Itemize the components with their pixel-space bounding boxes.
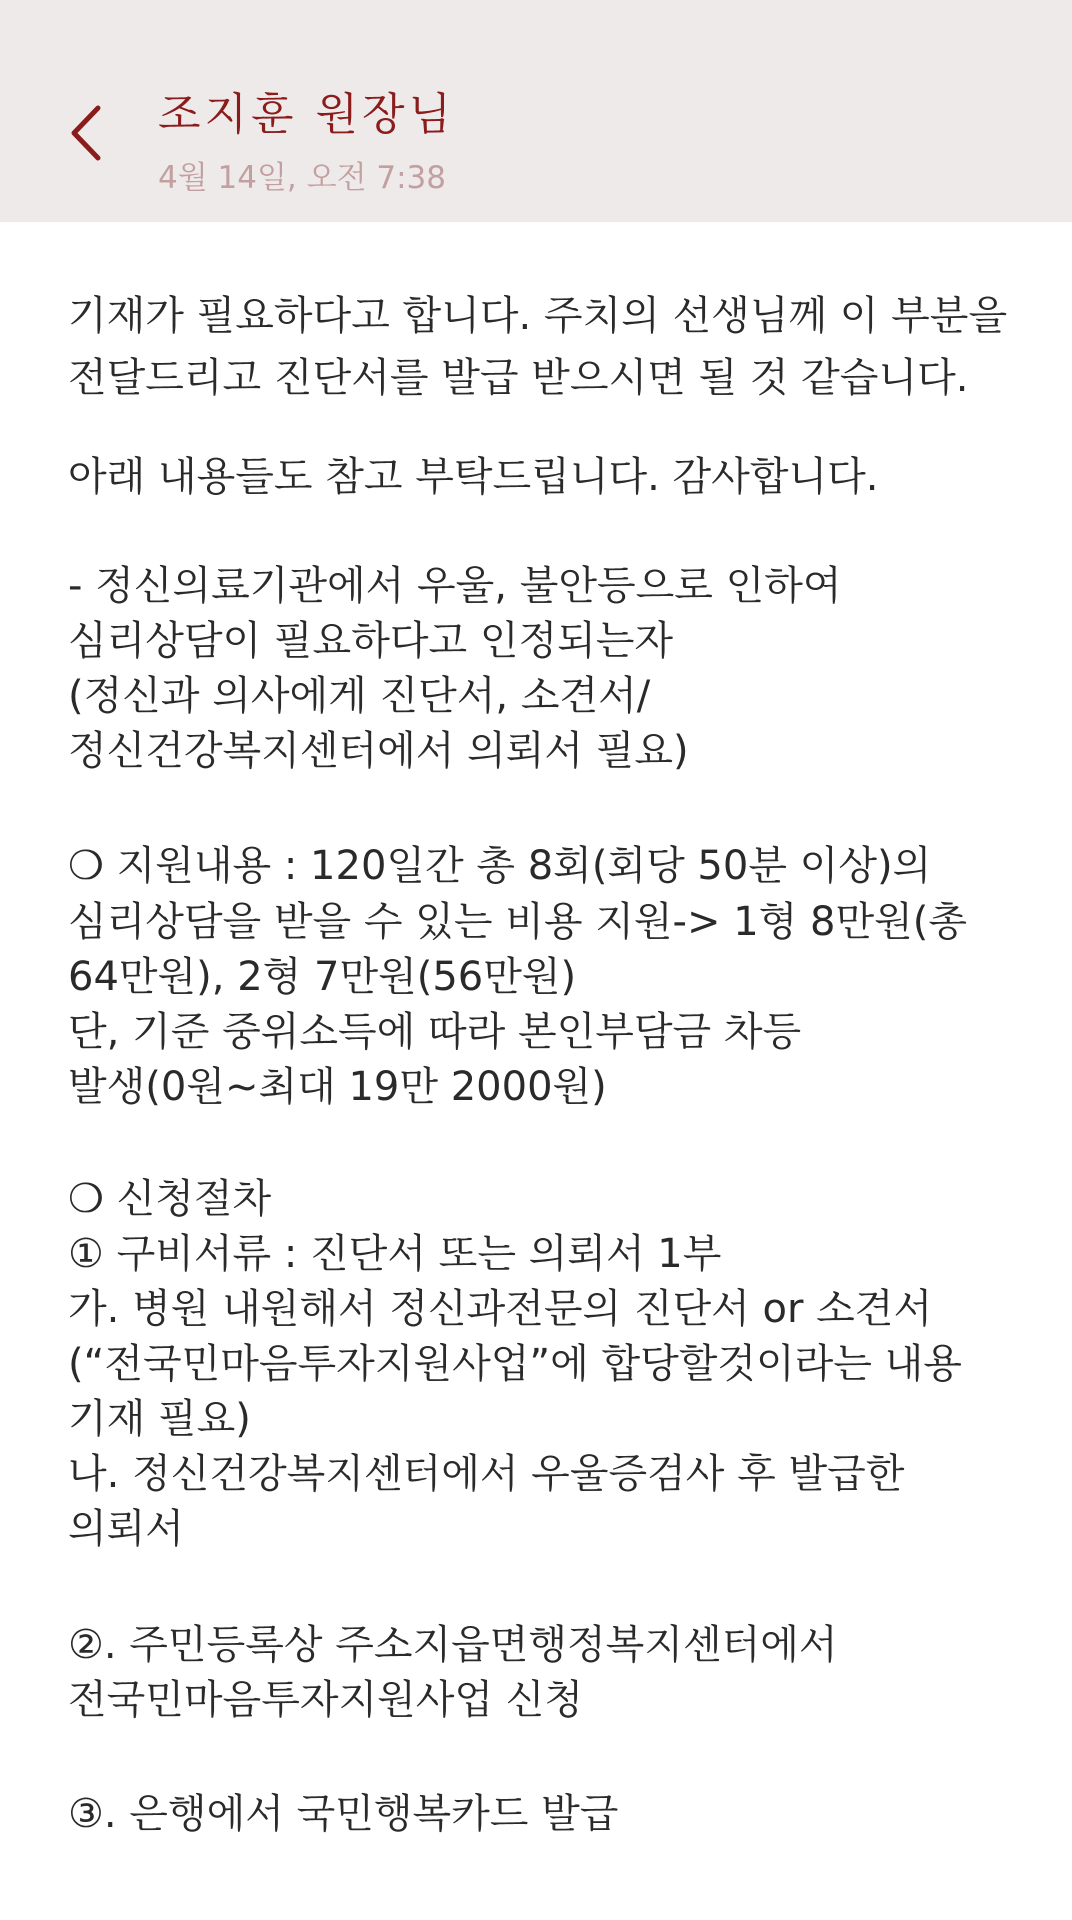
message-line: 심리상담을 받을 수 있는 비용 지원-> 1형 8만원(총: [68, 899, 967, 945]
message-line: 나. 정신건강복지센터에서 우울증검사 후 발급한: [68, 1451, 905, 1497]
message-line: 64만원), 2형 7만원(56만원): [68, 954, 577, 1000]
message-line: 단, 기준 중위소득에 따라 본인부담금 차등: [68, 1009, 802, 1055]
message-line: 정신건강복지센터에서 의뢰서 필요): [68, 728, 689, 774]
message-header: [0, 0, 1072, 222]
message-line: (“전국민마음투자지원사업”에 합당할것이라는 내용: [68, 1341, 962, 1387]
message-line: - 정신의료기관에서 우울, 불안등으로 인하여: [68, 563, 842, 609]
chevron-left-icon: [60, 98, 112, 168]
message-line: 전달드리고 진단서를 발급 받으시면 될 것 같습니다.: [68, 355, 969, 401]
message-line: 아래 내용들도 참고 부탁드립니다. 감사합니다.: [68, 454, 879, 500]
message-line: 심리상담이 필요하다고 인정되는자: [68, 618, 674, 664]
message-line: 의뢰서: [68, 1506, 184, 1552]
message-line: 기재 필요): [68, 1396, 251, 1442]
message-line: (정신과 의사에게 진단서, 소견서/: [68, 673, 651, 719]
message-line: 전국민마음투자지원사업 신청: [68, 1677, 584, 1723]
message-line: ① 구비서류 : 진단서 또는 의뢰서 1부: [68, 1231, 722, 1277]
message-line: ❍ 지원내용 : 120일간 총 8회(회당 50분 이상)의: [68, 843, 932, 889]
message-line: ❍ 신청절차: [68, 1176, 272, 1222]
sender-name: 조지훈 원장님: [158, 89, 456, 140]
back-button[interactable]: [60, 98, 112, 168]
message-line: 가. 병원 내원해서 정신과전문의 진단서 or 소견서: [68, 1286, 933, 1332]
message-line: 발생(0원~최대 19만 2000원): [68, 1064, 607, 1110]
message-line: ③. 은행에서 국민행복카드 발급: [68, 1791, 619, 1837]
message-line: ②. 주민등록상 주소지읍면행정복지센터에서: [68, 1622, 838, 1668]
message-body: [0, 222, 1072, 1920]
message-line: 기재가 필요하다고 합니다. 주치의 선생님께 이 부분을: [68, 293, 1008, 339]
partially-visible-line: [68, 222, 958, 232]
message-timestamp: 4월 14일, 오전 7:38: [158, 160, 446, 196]
